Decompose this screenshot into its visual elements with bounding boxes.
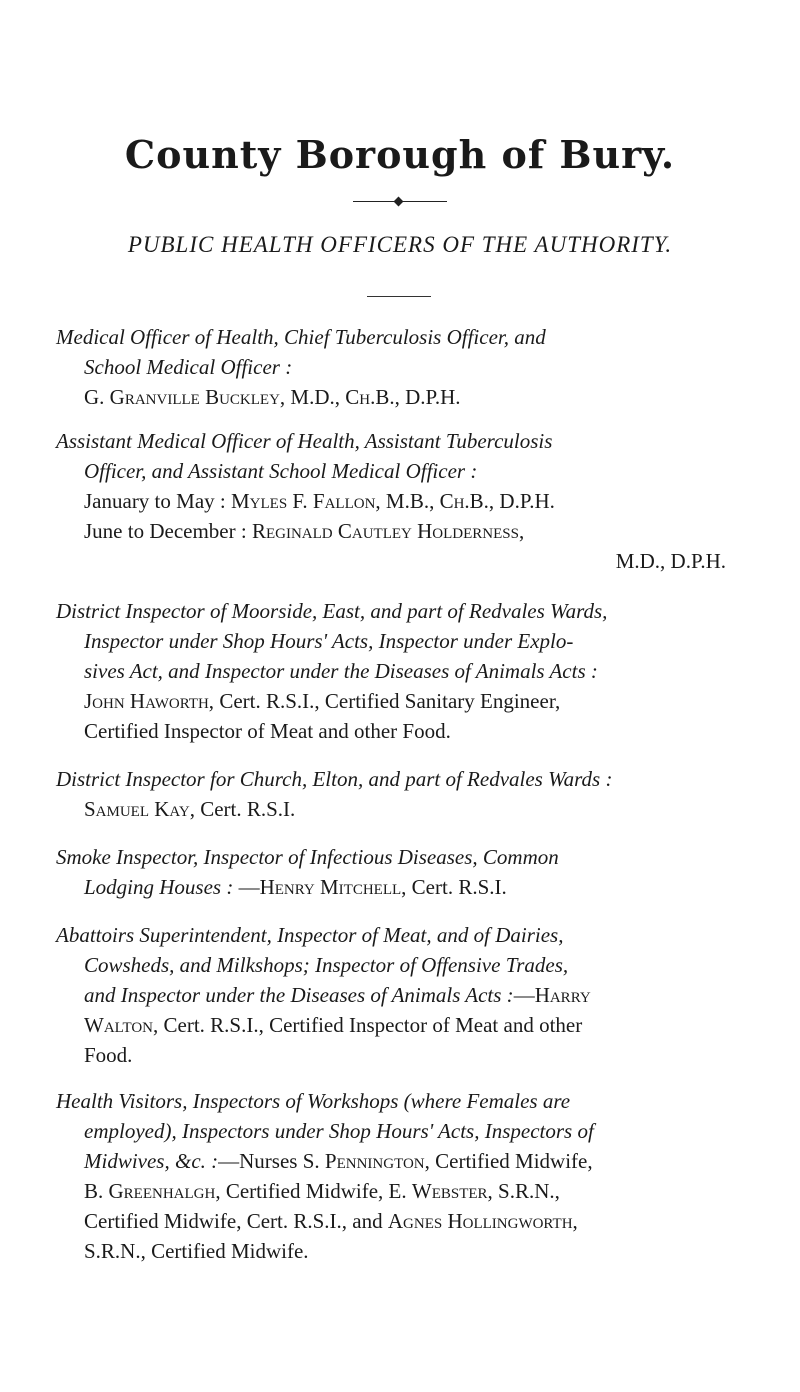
officers-list <box>0 312 800 1266</box>
officer-line <box>56 794 726 824</box>
officer-line <box>56 516 726 546</box>
role-text: District Inspector of Moorside, East, and part of Redvales Wards, <box>56 599 608 623</box>
role-text: Smoke Inspector, Inspector of Infectious Diseases, Common <box>56 845 559 869</box>
role-text: Health Visitors, Inspectors of Workshops (where Females are <box>56 1089 571 1113</box>
title-ornament <box>353 198 447 206</box>
officer-name: Walton, <box>84 1013 159 1037</box>
role-text: School Medical Officer : <box>84 355 293 379</box>
officer-line <box>56 872 726 902</box>
role-text: Lodging Houses : <box>84 875 234 899</box>
role-text: Midwives, &c. : <box>84 1149 219 1173</box>
officer-name: Agnes Hollingworth, <box>387 1209 578 1233</box>
officer-entry-district-inspector-church <box>56 764 726 824</box>
role-text: Abattoirs Superintendent, Inspector of Meat, and of Dairies, <box>56 923 564 947</box>
period-label: June to December : <box>84 519 252 543</box>
officer-name: —Harry <box>513 983 591 1007</box>
officer-qualifications: Certified Inspector of Meat and other Food. <box>84 719 451 743</box>
nurses-intro: —Nurses S. <box>218 1149 325 1173</box>
officer-qualifications: Cert. R.S.I., Certified Inspector of Meat and other <box>158 1013 583 1037</box>
officer-entry-district-inspector-moorside <box>56 596 726 746</box>
period-label: January to May : <box>84 489 231 513</box>
officer-name: —Henry Mitchell, <box>238 875 407 899</box>
officer-name: Reginald Cautley Holderness, <box>251 519 525 543</box>
role-text: Officer, and Assistant School Medical Officer : <box>84 459 478 483</box>
officer-entry-smoke-inspector <box>56 842 726 902</box>
officer-qualifications: S.R.N., <box>492 1179 560 1203</box>
officer-qualifications: Food. <box>84 1043 133 1067</box>
officer-qualifications: S.R.N., Certified Midwife. <box>84 1239 309 1263</box>
officer-name: G. Granville Buckley, M.D., Ch.B., D.P.H. <box>84 385 461 409</box>
officer-name: Myles F. Fallon, M.B., Ch.B., D.P.H. <box>230 489 555 513</box>
officer-line <box>56 686 726 716</box>
officer-qualifications: M.D., D.P.H. <box>615 549 726 573</box>
officer-line <box>56 1176 726 1206</box>
officer-name: Samuel Kay, <box>84 797 195 821</box>
role-text: employed), Inspectors under Shop Hours' Acts, Inspectors of <box>84 1119 594 1143</box>
role-text: Cowsheds, and Milkshops; Inspector of Offensive Trades, <box>84 953 569 977</box>
officer-name: Pennington, <box>324 1149 430 1173</box>
officer-line <box>56 1146 726 1176</box>
officer-line <box>56 1206 726 1236</box>
officer-line <box>56 980 726 1010</box>
role-text: Assistant Medical Officer of Health, Assistant Tuberculosis <box>56 429 553 453</box>
officer-name: John Haworth, <box>84 689 215 713</box>
role-text: Inspector under Shop Hours' Acts, Inspector under Explo- <box>84 629 574 653</box>
officer-qualifications: Certified Midwife, E. <box>220 1179 412 1203</box>
officer-qualifications: Certified Midwife, Cert. R.S.I., and <box>84 1209 388 1233</box>
officer-line <box>56 1010 726 1040</box>
officer-entry-medical-officer <box>56 322 726 412</box>
document-subtitle: PUBLIC HEALTH OFFICERS OF THE AUTHORITY. <box>127 232 673 257</box>
officer-line <box>56 486 726 516</box>
officer-qualifications: Cert. R.S.I. <box>406 875 507 899</box>
officer-name: B. Greenhalgh, <box>84 1179 221 1203</box>
officer-entry-assistant-medical-officer <box>56 426 726 576</box>
officer-name: Webster, <box>411 1179 493 1203</box>
officer-entry-abattoirs-superintendent <box>56 920 726 1070</box>
officer-qualifications: Certified Midwife, <box>429 1149 593 1173</box>
role-text: sives Act, and Inspector under the Diseases of Animals Acts : <box>84 659 598 683</box>
role-text: District Inspector for Church, Elton, and part of Redvales Wards : <box>56 767 613 791</box>
officer-qualifications: Cert. R.S.I., Certified Sanitary Engineer, <box>214 689 561 713</box>
officer-entry-health-visitors <box>56 1086 726 1266</box>
section-divider <box>367 296 431 297</box>
document-title: County Borough of Bury. <box>124 132 676 177</box>
role-text: Medical Officer of Health, Chief Tuberculosis Officer, and <box>56 325 546 349</box>
role-text: and Inspector under the Diseases of Animals Acts : <box>84 983 514 1007</box>
officer-qualifications: Cert. R.S.I. <box>194 797 296 821</box>
